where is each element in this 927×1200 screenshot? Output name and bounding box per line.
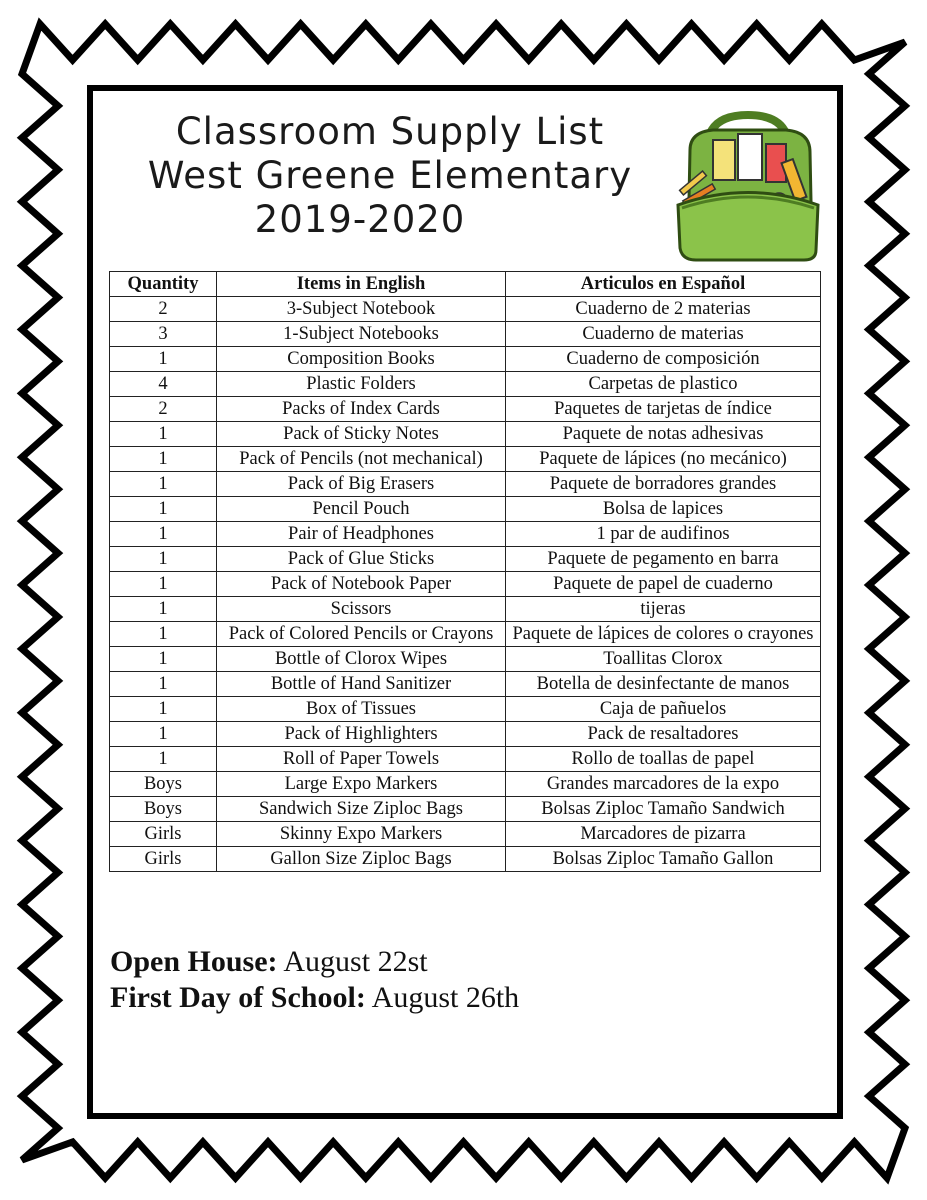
table-header-row [110, 272, 821, 297]
first-day-label: First Day of School: [110, 981, 366, 1014]
cell-item-english: Pair of Headphones [217, 522, 506, 547]
cell-quantity: 2 [110, 297, 217, 322]
cell-quantity: 2 [110, 397, 217, 422]
table-row [110, 672, 821, 697]
cell-item-english: Plastic Folders [217, 372, 506, 397]
first-day-date: August 26th [371, 981, 520, 1014]
cell-item-spanish: Paquete de papel de cuaderno [506, 572, 821, 597]
cell-quantity: 1 [110, 672, 217, 697]
table-row [110, 822, 821, 847]
cell-quantity: Girls [110, 822, 217, 847]
table-row [110, 472, 821, 497]
cell-quantity: 1 [110, 547, 217, 572]
cell-item-spanish: Toallitas Clorox [506, 647, 821, 672]
cell-item-english: Composition Books [217, 347, 506, 372]
table-row [110, 622, 821, 647]
table-row [110, 597, 821, 622]
cell-quantity: 1 [110, 722, 217, 747]
cell-item-spanish: Cuaderno de 2 materias [506, 297, 821, 322]
cell-item-spanish: Pack de resaltadores [506, 722, 821, 747]
cell-item-english: Box of Tissues [217, 697, 506, 722]
cell-item-english: 3-Subject Notebook [217, 297, 506, 322]
title-line-1: Classroom Supply List [175, 110, 605, 153]
cell-quantity: 1 [110, 472, 217, 497]
cell-quantity: 1 [110, 447, 217, 472]
cell-quantity: 1 [110, 747, 217, 772]
first-day-line [110, 980, 519, 1016]
cell-item-english: Pack of Big Erasers [217, 472, 506, 497]
cell-item-english: 1-Subject Notebooks [217, 322, 506, 347]
table-row [110, 772, 821, 797]
cell-quantity: Girls [110, 847, 217, 872]
cell-quantity: 3 [110, 322, 217, 347]
cell-quantity: 1 [110, 597, 217, 622]
cell-quantity: 1 [110, 422, 217, 447]
cell-quantity: 1 [110, 347, 217, 372]
table-row [110, 797, 821, 822]
table-row [110, 747, 821, 772]
cell-item-spanish: Paquete de lápices de colores o crayones [506, 622, 821, 647]
table-row [110, 347, 821, 372]
cell-item-english: Pack of Notebook Paper [217, 572, 506, 597]
table-row [110, 497, 821, 522]
table-row [110, 722, 821, 747]
table-row [110, 372, 821, 397]
cell-item-spanish: 1 par de audifinos [506, 522, 821, 547]
cell-item-english: Roll of Paper Towels [217, 747, 506, 772]
open-house-line [110, 944, 519, 980]
header-quantity: Quantity [110, 272, 217, 297]
cell-item-english: Large Expo Markers [217, 772, 506, 797]
cell-item-spanish: Paquete de borradores grandes [506, 472, 821, 497]
open-house-label: Open House: [110, 945, 278, 978]
cell-item-english: Pack of Glue Sticks [217, 547, 506, 572]
table-row [110, 572, 821, 597]
cell-item-spanish: Paquetes de tarjetas de índice [506, 397, 821, 422]
cell-item-spanish: Paquete de lápices (no mecánico) [506, 447, 821, 472]
cell-quantity: 1 [110, 572, 217, 597]
cell-item-english: Scissors [217, 597, 506, 622]
important-dates [110, 944, 519, 1016]
cell-item-spanish: Botella de desinfectante de manos [506, 672, 821, 697]
title-year: 2019-2020 [254, 198, 466, 241]
cell-item-english: Bottle of Clorox Wipes [217, 647, 506, 672]
cell-item-spanish: Bolsas Ziploc Tamaño Sandwich [506, 797, 821, 822]
title-line-2: West Greene Elementary [147, 154, 633, 197]
table-row [110, 847, 821, 872]
cell-item-english: Pencil Pouch [217, 497, 506, 522]
cell-item-english: Sandwich Size Ziploc Bags [217, 797, 506, 822]
supply-table [109, 271, 821, 872]
cell-quantity: Boys [110, 772, 217, 797]
table-row [110, 322, 821, 347]
table-row [110, 297, 821, 322]
cell-item-english: Gallon Size Ziploc Bags [217, 847, 506, 872]
cell-item-english: Pack of Sticky Notes [217, 422, 506, 447]
table-row [110, 397, 821, 422]
cell-item-english: Bottle of Hand Sanitizer [217, 672, 506, 697]
cell-item-spanish: Caja de pañuelos [506, 697, 821, 722]
table-row [110, 647, 821, 672]
cell-quantity: 4 [110, 372, 217, 397]
title-block [100, 110, 680, 242]
table-row [110, 547, 821, 572]
cell-item-spanish: Paquete de pegamento en barra [506, 547, 821, 572]
backpack-icon [668, 110, 828, 265]
table-row [110, 422, 821, 447]
header-items-spanish: Articulos en Español [506, 272, 821, 297]
cell-item-spanish: Cuaderno de composición [506, 347, 821, 372]
cell-item-spanish: Bolsas Ziploc Tamaño Gallon [506, 847, 821, 872]
table-row [110, 522, 821, 547]
cell-quantity: 1 [110, 622, 217, 647]
header-items-english: Items in English [217, 272, 506, 297]
table-row [110, 447, 821, 472]
cell-item-spanish: Rollo de toallas de papel [506, 747, 821, 772]
cell-quantity: 1 [110, 497, 217, 522]
cell-item-spanish: Bolsa de lapices [506, 497, 821, 522]
table-row [110, 697, 821, 722]
cell-item-english: Pack of Colored Pencils or Crayons [217, 622, 506, 647]
cell-quantity: 1 [110, 697, 217, 722]
cell-item-english: Packs of Index Cards [217, 397, 506, 422]
cell-quantity: Boys [110, 797, 217, 822]
cell-item-english: Pack of Highlighters [217, 722, 506, 747]
cell-item-spanish: tijeras [506, 597, 821, 622]
open-house-date: August 22st [283, 945, 428, 978]
cell-item-spanish: Carpetas de plastico [506, 372, 821, 397]
cell-item-spanish: Cuaderno de materias [506, 322, 821, 347]
cell-quantity: 1 [110, 647, 217, 672]
cell-item-spanish: Marcadores de pizarra [506, 822, 821, 847]
cell-item-english: Pack of Pencils (not mechanical) [217, 447, 506, 472]
cell-quantity: 1 [110, 522, 217, 547]
cell-item-spanish: Paquete de notas adhesivas [506, 422, 821, 447]
cell-item-english: Skinny Expo Markers [217, 822, 506, 847]
cell-item-spanish: Grandes marcadores de la expo [506, 772, 821, 797]
